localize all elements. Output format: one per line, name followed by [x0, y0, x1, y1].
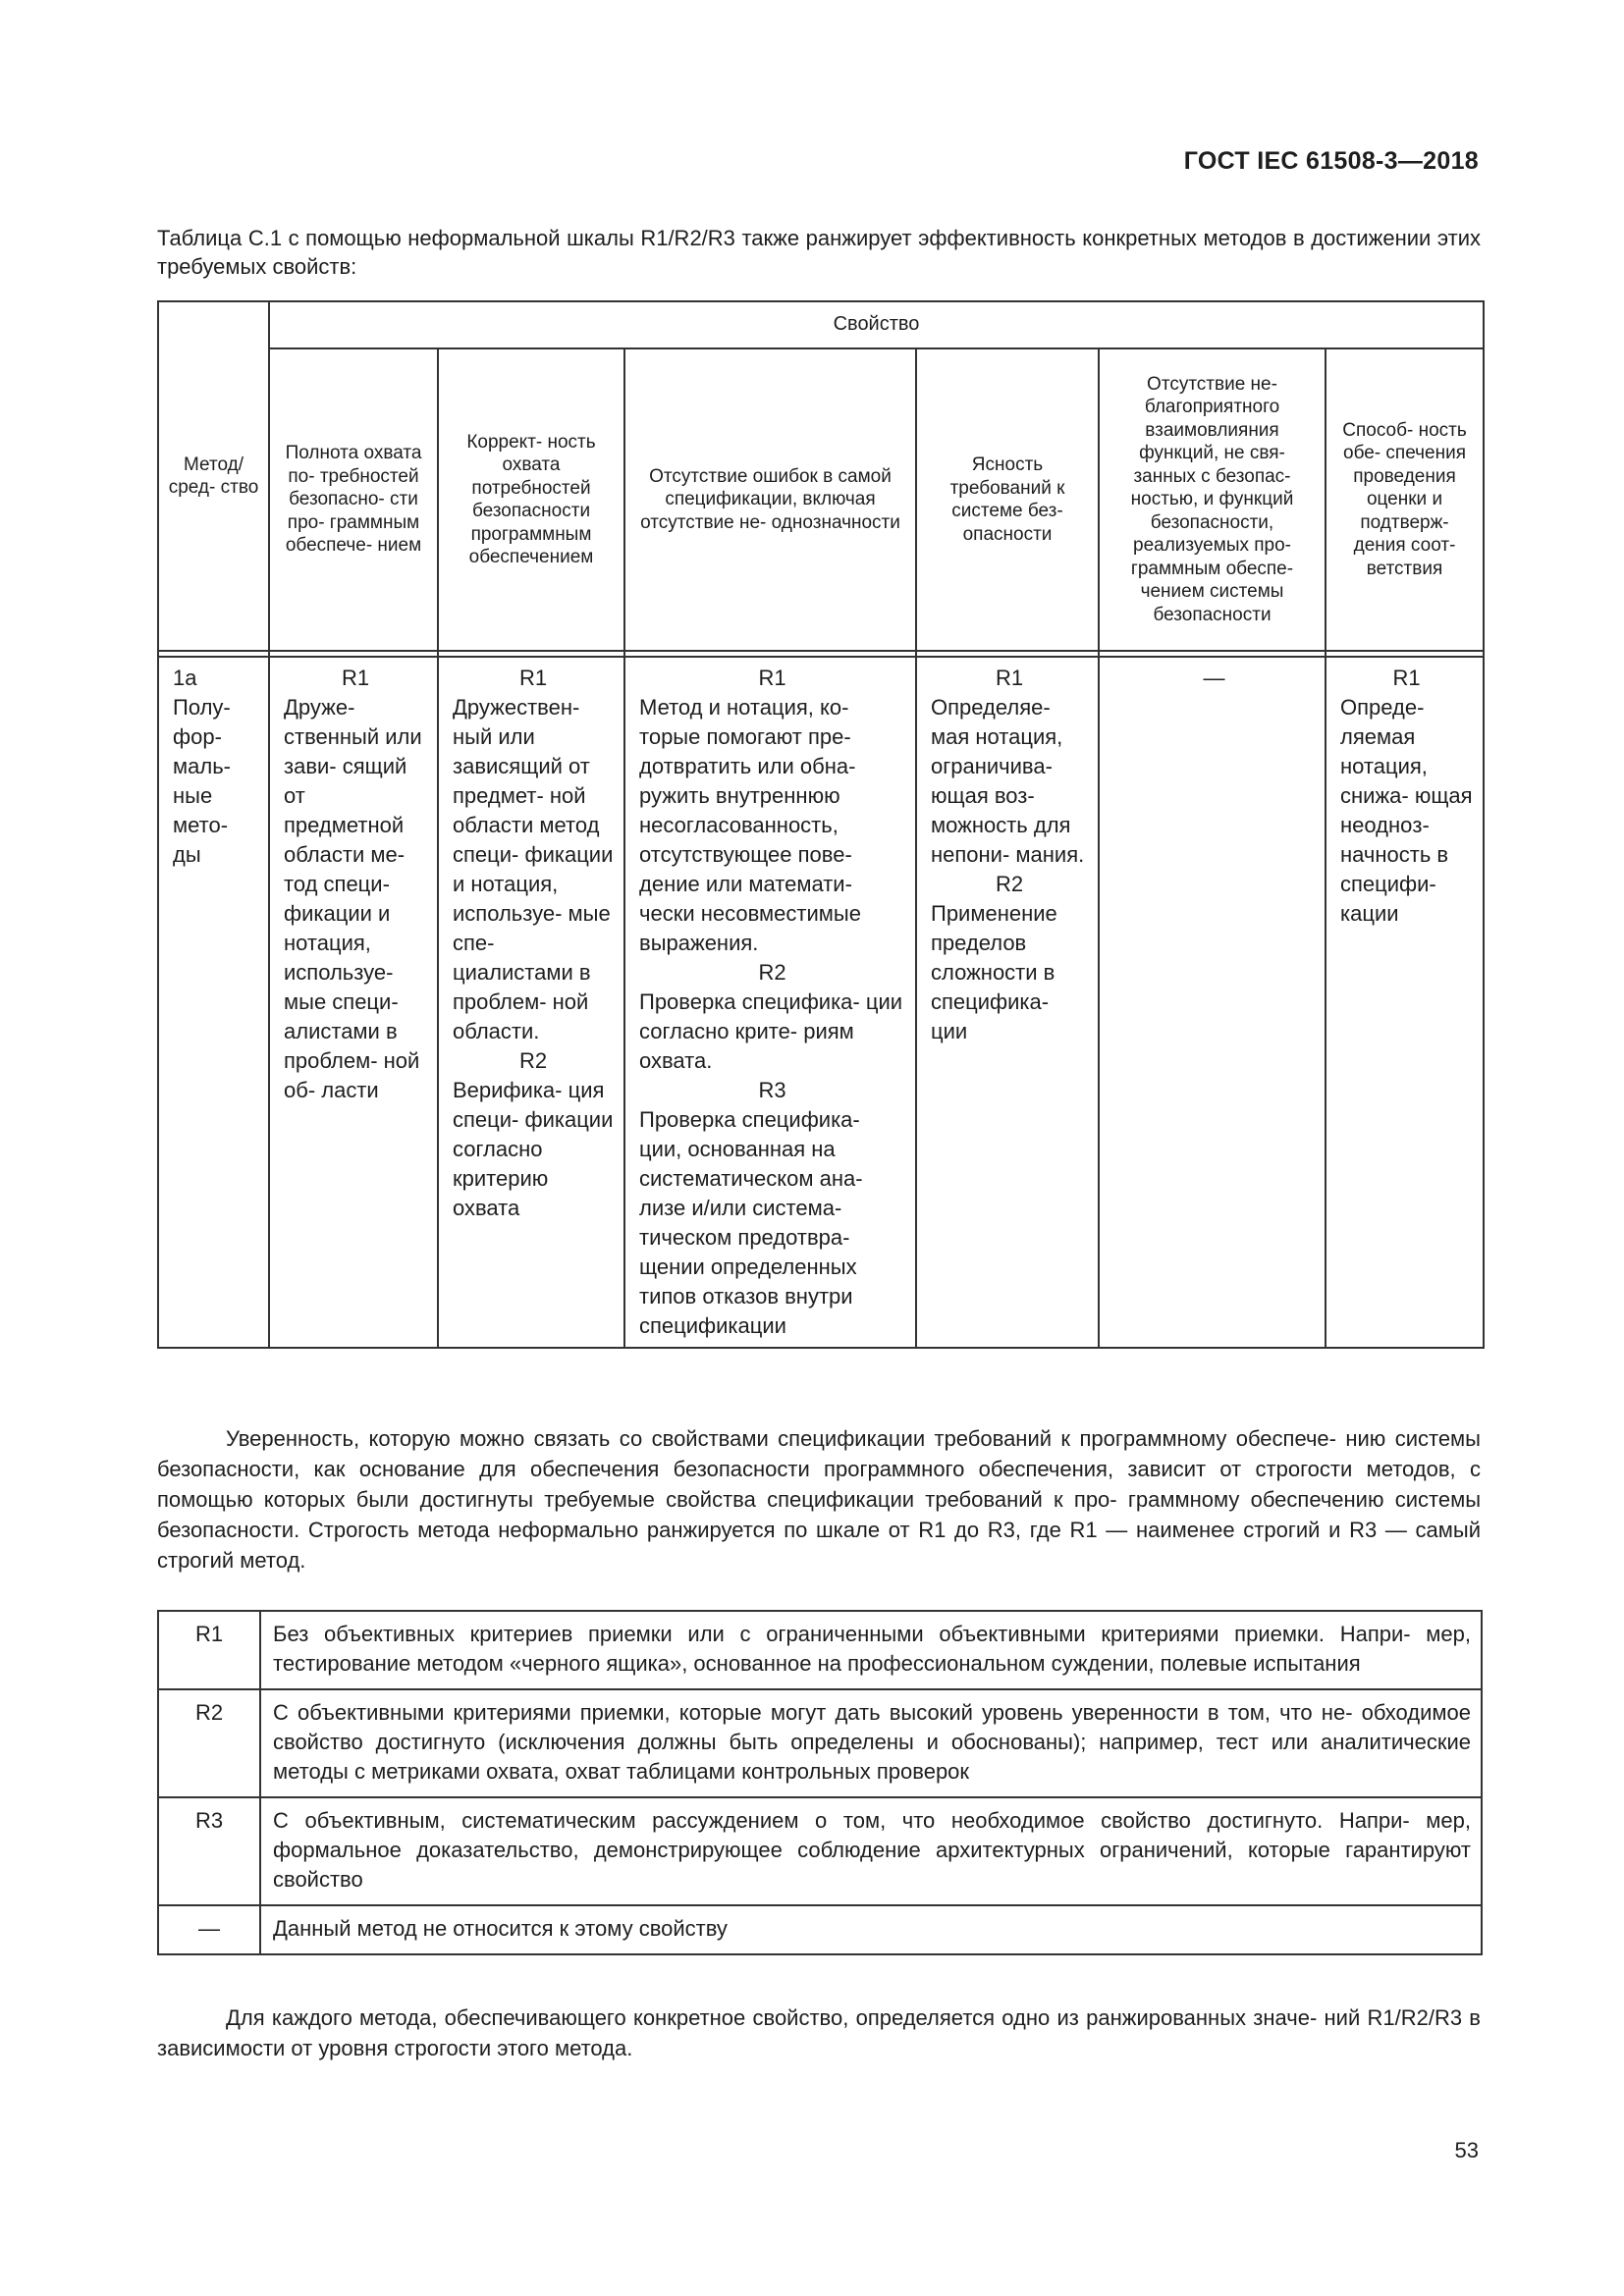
column-header: Полнота охвата по- требностей безопасно- сти про- граммным обеспече- нием	[269, 348, 438, 651]
method-name: 1a Полу- фор- маль- ные мето- ды	[173, 666, 231, 867]
rank-description: Без объективных критериев приемки или с ограниченными объективными критериями приемки. Напри- мер, тестирование методом «черного ящика», основанное на профессиональном суждении, полевые испытания	[260, 1611, 1482, 1689]
rank-description: С объективными критериями приемки, которые могут дать высокий уровень уверенности в том, что не- обходимое свойство достигнуто (исключения должны быть определены и обоснованы); например, тест или аналитические методы с метриками охвата, охват таблицами контрольных проверок	[260, 1689, 1482, 1797]
property-cell	[916, 657, 1099, 1348]
cell-text: Верифика- ция специ- фикации согласно критерию охвата	[453, 1078, 614, 1220]
intro-paragraph: Таблица С.1 с помощью неформальной шкалы R1/R2/R3 также ранжирует эффективность конкретных методов в достижении этих требуемых свойств:	[157, 226, 1481, 279]
rank-code: R2	[158, 1689, 260, 1797]
rank-label: R1	[995, 666, 1024, 690]
cell-text: Друже- ственный или зави- сящий от предметной области ме- тод специ- фикации и нотация, используе- мые специ- алистами в проблем- ной об- ласти	[284, 695, 422, 1102]
property-header: Свойство	[269, 301, 1484, 348]
paragraph-ranking: Для каждого метода, обеспечивающего конкретное свойство, определяется одно из ранжированных значе- ний R1/R2/R3 в зависимости от уровня строгости этого метода.	[157, 2005, 1481, 2060]
rank-label: R1	[341, 666, 370, 690]
rank-label: R2	[758, 960, 786, 985]
property-cell	[1099, 657, 1326, 1348]
page-number: 53	[1454, 2138, 1479, 2163]
rank-description: С объективным, систематическим рассуждением о том, что необходимое свойство достигнуто. Напри- мер, формальное доказательство, демонстрирующее соблюдение архитектурных ограничений, которые гарантируют свойство	[260, 1797, 1482, 1905]
column-header: Ясность требований к системе без- опасности	[916, 348, 1099, 651]
property-cell	[624, 657, 916, 1348]
table-row	[158, 1611, 1482, 1689]
rank-code: —	[158, 1905, 260, 1954]
table-row	[158, 657, 1484, 1348]
rank-code: R3	[158, 1797, 260, 1905]
rank-label: R1	[1392, 666, 1421, 690]
table-row	[158, 1797, 1482, 1905]
column-header: Способ- ность обе- спечения проведения оценки и подтверж- дения соот- ветствия	[1326, 348, 1484, 651]
property-cell	[438, 657, 624, 1348]
cell-text: Применение пределов сложности в специфика- ции	[931, 901, 1057, 1043]
rank-label: R2	[995, 872, 1024, 896]
paragraph-rigor: Уверенность, которую можно связать со свойствами спецификации требований к программному обеспече- нию системы безопасности, как основание для обеспечения безопасности программного обеспечения, зависит от строгости методов, с помощью которых были достигнуты требуемые свойства спецификации требований к про- граммному обеспечению системы безопасности. Строгость метода неформально ранжируется по шкале от R1 до R3, где R1 — наименее строгий и R3 — самый строгий метод.	[157, 1426, 1481, 1573]
rank-label: R2	[518, 1048, 548, 1073]
cell-text: Метод и нотация, ко- торые помогают пре- дотвратить или обна- ружить внутреннюю несогласованность, отсутствующее пове- дение или математи- чески несовместимые выражения.	[639, 695, 861, 955]
cell-text: Проверка специфика- ции, основанная на систематическом ана- лизе и/или система- тическом предотвра- щении определенных типов отказов внутри спецификации	[639, 1107, 863, 1338]
cell-text: Проверка специфика- ции согласно крите- риям охвата.	[639, 989, 903, 1073]
standard-header: ГОСТ IEC 61508-3—2018	[1183, 147, 1479, 175]
property-cell	[269, 657, 438, 1348]
rank-label: R1	[518, 666, 548, 690]
method-column-header: Метод/ сред- ство	[158, 301, 269, 651]
rank-label: R1	[758, 666, 786, 690]
cell-text: Определяе- мая нотация, ограничива- ющая воз- можность для непони- мания.	[931, 695, 1085, 867]
rank-definitions-table	[157, 1610, 1483, 1955]
rank-label: —	[1203, 666, 1225, 690]
table-row	[158, 1905, 1482, 1954]
rank-label: R3	[758, 1078, 786, 1102]
properties-table	[157, 300, 1485, 1349]
method-cell	[158, 657, 269, 1348]
property-cell	[1326, 657, 1484, 1348]
column-header: Отсутствие не- благоприятного взаимовлияния функций, не свя- занных с безопас- ностью, и функций безопасности, реализуемых про- граммным обеспе- чением системы безопасности	[1099, 348, 1326, 651]
table-row	[158, 1689, 1482, 1797]
cell-text: Дружествен- ный или зависящий от предмет- ной области метод специ- фикации и нотация, используе- мые спе- циалистами в проблем- ной области.	[453, 695, 614, 1043]
rank-code: R1	[158, 1611, 260, 1689]
rank-description: Данный метод не относится к этому свойству	[260, 1905, 1482, 1954]
column-header: Коррект- ность охвата потребностей безопасности программным обеспечением	[438, 348, 624, 651]
column-header: Отсутствие ошибок в самой спецификации, включая отсутствие не- однозначности	[624, 348, 916, 651]
cell-text: Опреде- ляемая нотация, снижа- ющая неоднoз- начность в специфи- кации	[1340, 695, 1473, 926]
